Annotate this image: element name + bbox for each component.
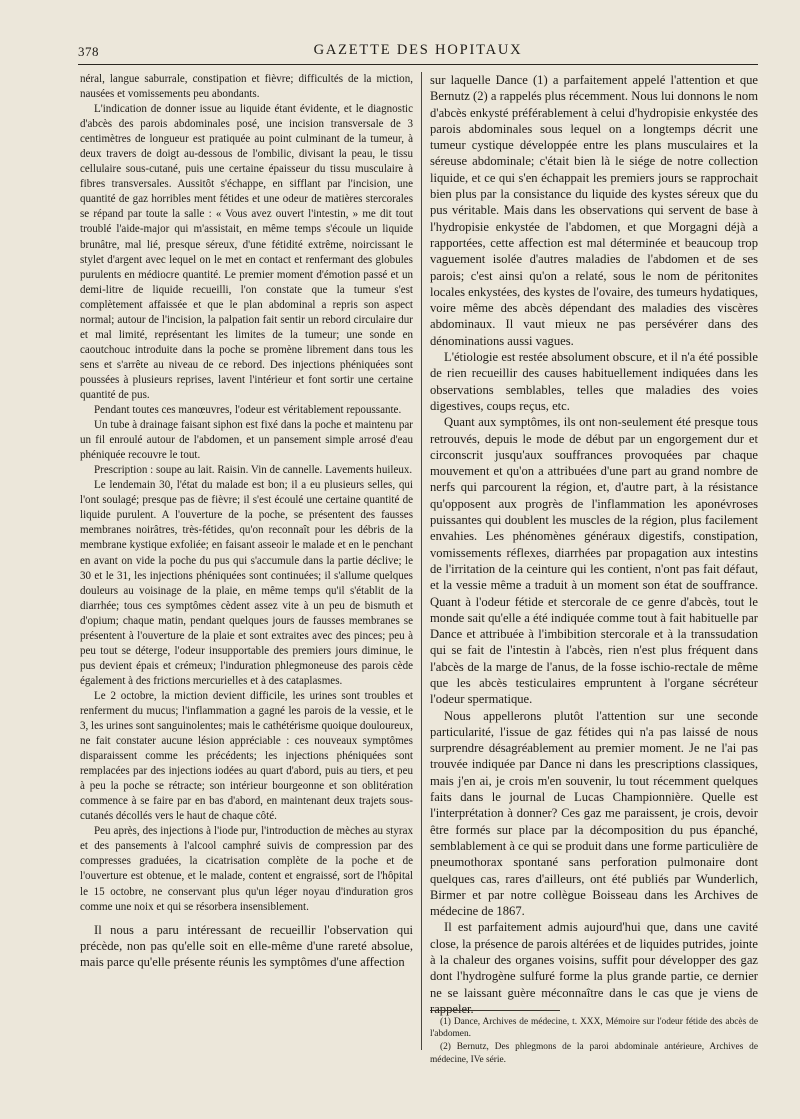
paragraph: Nous appellerons plutôt l'attention sur une seconde particularité, l'issue de gaz fétides qui n'a pas laissé de nous surprendre désagréablement au premier moment. Je ne l'ai pas trouvée indiquée par Dance ni dans les prescriptions classiques, mais j'en ai, je crois m'en souvenir, lu tout récemment quelques faits dans le journal de Lucas Championnière. Quelle est l'interprétation à donner? Ces gaz me paraissent, je crois, devoir être formés sur place par la décomposition du pus épanché, semblablement à ce qui se produit dans une forme particulière de pneumothorax spontané sans perforation pulmonaire dont quelques cas, rares d'ailleurs, ont été publiés par Wunderlich, Birmer et par notre collègue Boisseau dans les Archives de médecine de 1867. [430, 708, 759, 919]
column-divider [421, 72, 422, 1050]
paragraph: Peu après, des injections à l'iode pur, l'introduction de mèches au styrax et des pansements à l'alcool camphré suivis de compression par des compresses graduées, la cicatrisation complète de la poche et de l'ouverture est obtenue, et le malade, content et engraissé, sort de l'hôpital le 15 octobre, ne conservant plus qu'un léger noyau d'induration gros comme une noix et qui se résorbera insensiblement. [80, 825, 413, 913]
footnote: (1) Dance, Archives de médecine, t. XXX, Mémoire sur l'odeur fétide des abcès de l'abdomen. [430, 1017, 758, 1040]
closing-paragraph: Il nous a paru intéressant de recueillir l'observation qui précède, non pas qu'elle soit en elle-même d'une rareté absolue, mais parce qu'elle présente réunis les symptômes d'une affection [80, 922, 413, 970]
paragraph: Quant aux symptômes, ils ont non-seulement été presque tous retrouvés, depuis le mode de début par un engorgement dur et circonscrit jusqu'aux souffrances provoquées par chaque mouvement et qu'on a attribuées d'une part au grand nombre de nerfs qui parcourent la région, et, d'autre part, à la résistance qu'opposent aux progrès de l'inflammation les aponévroses puissantes qui doublent les muscles de la région, plus facilement envahies. Les phénomènes généraux digestifs, constipation, vomissements réflexes, diarrhées par propagation aux intestins de l'irritation de la ceinture qui les contient, n'ont pas fait défaut, et la vessie même a traduit à un moment son état de souffrance. Quant à l'odeur fétide et stercorale de ce genre d'abcès, tout le monde sait qu'elle a été indiquée comme tout à fait habituelle par Dance et attribuée à l'imbibition stercorale et à la transsudation qui se fait de l'intestin à l'abcès, rien n'est plus fréquent dans l'abcès de la marge de l'anus, de la fosse ischio-rectale de même que les abcès testiculaires empruntent à l'organe sécréteur l'odeur spermatique. [430, 415, 758, 707]
paragraph: Le 2 octobre, la miction devient difficile, les urines sont troubles et renferment du mucus; l'inflammation a gagné les parois de la vessie, et le 3, les urines sont sanguinolentes; mais le cathétérisme quoique douloureux, ne fait constater aucune lésion appréciable : ces nouveaux symptômes disparaissent comme les précédents; les injections phéniquées sont remplacées par des injections iodées au quart d'abord, puis au tiers, et peu à peu la poche se rétracte; son intérieur bourgeonne et son oblitération commence à se faire par en bas d'abord, en maintenant deux trajets sous-cutanés décollés vers le haut de chaque côté. [80, 689, 413, 823]
journal-title: GAZETTE DES HOPITAUX [313, 42, 523, 58]
paragraph: L'indication de donner issue au liquide étant évidente, et le diagnostic d'abcès des parois abdominales posé, une incision transversale de 3 centimètres de longueur est pratiquée au point culminant de la tumeur, à deux travers de doigt au-dessous de l'ombilic, divisant la peau, le tissu cellulaire sous-cutané, puis une certaine épaisseur du tissu musculaire à fibres transversales. Aussitôt s'échappe, en sifflant par l'incision, une quantité de gaz horribles ment fétides et une odeur de matières stercorales se répand par toute la salle : « Vous avez ouvert l'intestin, » me dit tout troublé l'aide-major qui m'assistait, en même temps s'écoule un liquide brunâtre, mal lié, presque séreux, d'une fétidité extrême, noircissant le stylet d'argent avec lequel on le met en contact et renfermant des globules purulents en médiocre quantité. Le premier moment d'émotion passé et un demi-litre de liquide recueilli, l'on constate que la tumeur s'est complètement affaissée et que le plan abdominal a repris son aspect normal; autour de l'incision, la palpation fait sentir un rebord circulaire dur et mal limité, représentant les limites de la tumeur; une sonde en caoutchouc introduite dans la poche se promène librement dans tous les sens et s'arrête au niveau de ce rebord. Des injections phéniquées sont poussées à plusieurs reprises, lavent l'intérieur et font sortir une certaine quantité de pus. [80, 103, 413, 401]
paragraph: néral, langue saburrale, constipation et fièvre; difficultés de la miction, nausées et vomissements peu abondants. [80, 73, 413, 101]
paragraph: Pendant toutes ces manœuvres, l'odeur est véritablement repoussante. [94, 404, 402, 417]
paragraph: L'étiologie est restée absolument obscure, et il n'a été possible de rien recueillir des causes habituellement indiquées dans les observations semblables, telles que maladies des voies digestives, coups reçus, etc. [430, 350, 758, 413]
page-header [78, 44, 758, 64]
header-rule [78, 64, 758, 65]
paragraph: Prescription : soupe au lait. Raisin. Vin de cannelle. Lavements huileux. [94, 464, 413, 477]
left-column [80, 72, 413, 971]
footnotes [430, 1016, 758, 1067]
footnote-rule [430, 1010, 560, 1011]
footnote: (2) Bernutz, Des phlegmons de la paroi abdominale antérieure, Archives de médecine, IVe série. [430, 1042, 758, 1065]
paragraph: sur laquelle Dance (1) a parfaitement appelé l'attention et que Bernutz (2) a rappelés plus récemment. Nous lui donnons le nom d'abcès enkysté préférablement à celui d'hydropisie enkystée des parois abdominales sous lequel on a longtemps décrit une tumeur cystique développée entre les plans musculaires et la séreuse abdominale; c'était bien là le siége de notre collection liquide, et ce qui s'en échappait les premiers jours se rapprochait bien plus par la consistance du liquide des kystes séreux que du pus véritable. Mais dans les observations qui servent de base à l'hydropisie enkystée de l'abdomen, et que Morgagni déjà a rapportées, cette affection est mal déterminée et beaucoup trop vaguement isolée d'autres maladies de l'abdomen et de ses parois; c'est ainsi qu'on a relaté, sous le nom de péritonites locales enkystées, des kystes de l'ovaire, des tumeurs hydatiques, voire même des abcès dépendant des maladies des viscères abdominaux. Il vaut mieux ne pas persévérer dans des dénominations aussi vagues. [430, 73, 758, 348]
page-number: 378 [78, 44, 99, 59]
paragraph: Un tube à drainage faisant siphon est fixé dans la poche et maintenu par un fil enroulé autour de l'abdomen, et un pansement simple arrosé d'eau phéniquée recouvre le tout. [80, 419, 413, 462]
right-column [430, 72, 758, 1017]
paragraph: Le lendemain 30, l'état du malade est bon; il a eu plusieurs selles, qui l'ont soulagé; presque pas de fièvre; il s'est écoulé une certaine quantité de liquide purulent. A l'ouverture de la poche, se présentent des fausses membranes noirâtres, très-fétides, qu'on reconnaît pour les débris de la membrane kystique exfoliée; en faisant asseoir le malade et en le penchant en avant on vide la poche du pus qui s'accumule dans la partie déclive; le 30 et le 31, les injections phéniquées sont continuées; il s'allume quelques douleurs au voisinage de la plaie, en même temps qu'il s'établit de la diarrhée; tous ces symptômes cèdent assez vite à un peu de bismuth et d'opium; chaque matin, pendant quelques jours de fausses membranes se présentent à l'ouverture de la plaie et sont extraites avec des pinces; peu à peu tout se déterge, l'odeur insupportable des premiers jours diminue, le pus devient épais et crémeux; l'induration phlegmoneuse des parois cède également à des frictions mercurielles et à des cataplasmes. [80, 479, 413, 687]
paragraph: Il est parfaitement admis aujourd'hui que, dans une cavité close, la présence de parois altérées et de liquides putrides, jointe à la chaleur des organes voisins, suffit pour développer des gaz dont l'hydrogène sulfuré forme la plus grande partie, ce dernier ne se laissant guère méconnaître dans le cas que je viens de rappeler. [430, 920, 759, 1016]
